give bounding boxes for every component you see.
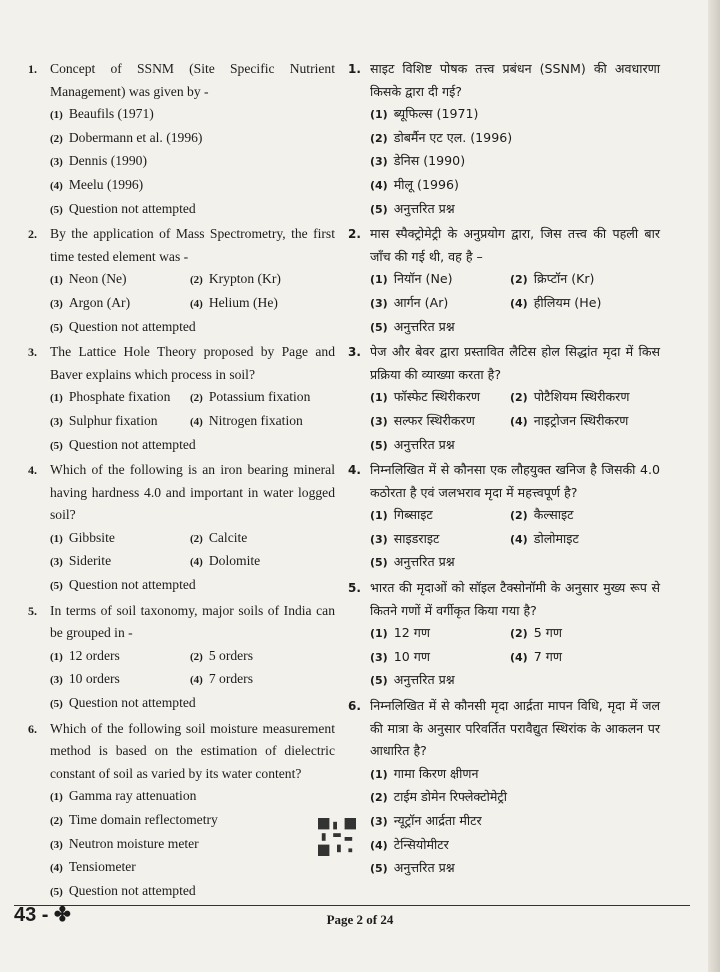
option-text: नाइट्रोजन स्थिरीकरण (533, 412, 629, 428)
option-number: (1) (50, 650, 63, 663)
option-number: (2) (190, 392, 203, 405)
option-2 (190, 645, 335, 669)
option-text: पोटैशियम स्थिरीकरण (533, 389, 630, 405)
option-4 (510, 646, 660, 670)
option-text: साइडराइट (393, 530, 440, 546)
option-number: (2) (510, 273, 528, 287)
options-grid (370, 268, 660, 315)
option-text: टाईम डोमेन रिफ्लेक्टोमेट्री (393, 789, 508, 805)
question-text: By the application of Mass Spectrometry, the first time tested element was - (50, 226, 335, 264)
footer-rule (14, 905, 690, 906)
option-number: (3) (370, 650, 388, 664)
option-text: Sulphur fixation (68, 412, 158, 428)
option-text: 10 गण (393, 648, 430, 664)
option-number: (1) (50, 532, 63, 545)
option-2 (510, 386, 660, 410)
question-4 (28, 459, 335, 598)
option-number: (5) (370, 320, 388, 334)
option-text: अनुत्तरित प्रश्न (393, 554, 455, 570)
option-text: अनुत्तरित प्रश्न (393, 860, 455, 876)
option-text: डोलोमाइट (533, 530, 579, 546)
booklet-code: 43 - ✤ (14, 904, 71, 926)
option-text: हीलियम (He) (533, 294, 602, 310)
option-1 (370, 622, 510, 646)
option-3 (50, 550, 190, 574)
option-number: (4) (510, 414, 528, 428)
option-3 (50, 410, 190, 434)
option-5 (50, 692, 335, 716)
option-text: Beaufils (1971) (68, 106, 154, 122)
option-2 (370, 127, 660, 151)
option-number: (1) (370, 391, 388, 405)
option-4 (190, 292, 335, 316)
option-5 (370, 434, 660, 458)
option-number: (4) (510, 532, 528, 546)
option-number: (2) (190, 650, 203, 663)
option-text: अनुत्तरित प्रश्न (393, 672, 455, 688)
option-text: Tensiometer (68, 859, 136, 875)
option-text: मीलू (1996) (393, 176, 459, 192)
option-text: Krypton (Kr) (208, 271, 281, 287)
option-5 (370, 316, 660, 340)
option-number: (3) (50, 415, 63, 428)
option-number: (5) (370, 556, 388, 570)
question-text: Concept of SSNM (Site Specific Nutrient Management) was given by - (50, 61, 335, 99)
option-1 (50, 785, 335, 809)
option-number: (3) (370, 414, 388, 428)
question-number: 4. (28, 463, 37, 478)
option-1 (50, 268, 190, 292)
option-text: 10 orders (68, 671, 120, 687)
option-text: Dobermann et al. (1996) (68, 129, 203, 145)
option-text: Question not attempted (68, 695, 196, 711)
option-3 (370, 292, 510, 316)
question-number: 4. (348, 463, 361, 478)
option-number: (5) (370, 202, 388, 216)
option-text: Phosphate fixation (68, 389, 171, 405)
question-text: पेज और बेवर द्वारा प्रस्तावित लैटिस होल सिद्धांत मृदा में किस प्रक्रिया की व्याख्या करता है? (370, 344, 660, 382)
question-text: In terms of soil taxonomy, major soils of India can be grouped in - (50, 602, 335, 641)
option-3 (50, 150, 335, 174)
option-text: कैल्साइट (533, 507, 574, 523)
option-number: (2) (50, 132, 63, 145)
option-1 (370, 103, 660, 127)
option-number: (5) (50, 580, 63, 593)
option-text: 12 orders (68, 647, 120, 663)
option-2 (50, 809, 335, 833)
option-3 (370, 646, 510, 670)
option-number: (2) (510, 391, 528, 405)
option-number: (2) (370, 131, 388, 145)
question-3 (28, 341, 335, 457)
option-text: Calcite (208, 529, 248, 545)
option-text: आर्गन (Ar) (393, 294, 449, 310)
option-number: (5) (50, 698, 63, 711)
option-text: गिब्साइट (393, 507, 433, 523)
question-6 (348, 695, 660, 881)
option-text: Helium (He) (208, 294, 278, 310)
option-number: (4) (190, 415, 203, 428)
option-number: (5) (50, 439, 63, 452)
question-number: 3. (28, 345, 37, 360)
option-number: (4) (190, 556, 203, 569)
question-number: 2. (28, 227, 37, 242)
option-3 (50, 668, 190, 692)
option-number: (4) (370, 178, 388, 192)
option-5 (370, 551, 660, 575)
option-number: (1) (50, 392, 63, 405)
option-number: (3) (50, 556, 63, 569)
option-number: (1) (50, 791, 63, 804)
option-3 (370, 528, 510, 552)
options-grid (370, 504, 660, 551)
question-6 (28, 718, 335, 904)
option-text: Time domain reflectometry (68, 812, 218, 827)
option-number: (4) (510, 650, 528, 664)
question-text: निम्नलिखित में से कौनसा एक लौहयुक्त खनिज है जिसकी 4.0 कठोरता है एवं जलभराव मृदा में महत्त्वपूर्ण है? (370, 462, 660, 500)
option-text: Potassium fixation (208, 389, 311, 405)
option-5 (50, 198, 335, 222)
option-1 (370, 763, 660, 787)
question-4 (348, 459, 660, 575)
question-number: 1. (348, 62, 361, 76)
hindi-column (348, 58, 660, 883)
question-text: मास स्पैक्ट्रोमेट्री के अनुप्रयोग द्वारा, जिस तत्त्व की पहली बार जाँच की गई थी, वह है – (370, 226, 660, 264)
option-4 (190, 410, 335, 434)
option-text: 5 orders (208, 647, 253, 663)
option-1 (50, 386, 190, 410)
option-text: Gamma ray attenuation (68, 788, 197, 804)
option-text: अनुत्तरित प्रश्न (393, 200, 455, 216)
option-5 (50, 574, 335, 598)
question-number: 3. (348, 345, 361, 360)
option-text: डोबर्मैन एट एल. (1996) (393, 129, 513, 145)
option-1 (370, 504, 510, 528)
option-text: Neon (Ne) (68, 271, 127, 287)
page-number: Page 2 of 24 (326, 912, 394, 927)
options-grid (370, 622, 660, 669)
question-2 (28, 223, 335, 339)
option-text: टेन्सियोमीटर (393, 836, 449, 852)
option-number: (4) (50, 862, 63, 875)
option-2 (510, 504, 660, 528)
option-text: ब्यूफिल्स (1971) (393, 106, 479, 122)
option-text: अनुत्तरित प्रश्न (393, 318, 455, 334)
option-1 (50, 103, 335, 127)
option-text: गामा किरण क्षीणन (393, 765, 479, 781)
option-text: अनुत्तरित प्रश्न (393, 436, 455, 452)
option-number: (4) (190, 297, 203, 310)
option-text: 7 orders (208, 671, 253, 687)
qr-code-icon (318, 818, 356, 856)
option-text: 7 गण (533, 648, 562, 664)
option-number: (4) (50, 179, 63, 192)
option-number: (1) (370, 108, 388, 122)
options-grid (50, 527, 335, 574)
option-number: (1) (50, 274, 63, 287)
option-number: (5) (50, 203, 63, 216)
option-text: Siderite (68, 553, 112, 569)
option-4 (50, 856, 335, 880)
option-5 (370, 198, 660, 222)
option-3 (50, 833, 335, 857)
option-number: (1) (370, 273, 388, 287)
option-text: डेनिस (1990) (393, 153, 466, 169)
options-grid (50, 645, 335, 692)
option-text: नियॉन (Ne) (393, 271, 453, 287)
option-1 (50, 645, 190, 669)
option-number: (2) (190, 274, 203, 287)
option-text: Gibbsite (68, 529, 115, 545)
option-number: (4) (510, 296, 528, 310)
option-text: फॉस्फेट स्थिरीकरण (393, 389, 480, 405)
question-text: Which of the following soil moisture measurement method is based on the estimation of dielectric constant of soil as varied by its water content? (50, 720, 335, 781)
option-3 (370, 150, 660, 174)
option-text: 12 गण (393, 625, 430, 641)
question-number: 6. (28, 721, 37, 736)
option-3 (370, 410, 510, 434)
option-text: Dennis (1990) (68, 153, 147, 169)
option-5 (50, 434, 335, 458)
option-5 (50, 316, 335, 340)
option-text: सल्फर स्थिरीकरण (393, 412, 475, 428)
option-text: Question not attempted (68, 200, 196, 216)
option-number: (3) (50, 156, 63, 169)
option-number: (3) (370, 532, 388, 546)
option-3 (50, 292, 190, 316)
option-number: (5) (50, 885, 63, 898)
option-4 (370, 174, 660, 198)
english-column (28, 58, 335, 905)
option-text: 5 गण (533, 625, 562, 641)
option-1 (370, 386, 510, 410)
option-number: (5) (50, 321, 63, 334)
option-number: (4) (190, 674, 203, 687)
question-text: निम्नलिखित में से कौनसी मृदा आर्द्रता मापन विधि, मृदा में जल की मात्रा के अनुसार परिवर्तित परावैद्युत स्थिरांक के आकलन पर आधारित है? (370, 698, 660, 759)
option-2 (190, 527, 335, 551)
option-text: Argon (Ar) (68, 294, 131, 310)
option-4 (50, 174, 335, 198)
option-2 (190, 386, 335, 410)
option-text: न्यूट्रॉन आर्द्रता मीटर (393, 813, 482, 828)
option-number: (5) (370, 674, 388, 688)
option-number: (2) (50, 815, 63, 827)
option-number: (3) (50, 838, 63, 851)
option-text: Neutron moisture meter (68, 835, 199, 851)
option-number: (4) (370, 838, 388, 852)
option-number: (3) (370, 155, 388, 169)
option-number: (1) (370, 509, 388, 523)
option-5 (370, 669, 660, 693)
option-number: (2) (190, 532, 203, 545)
option-text: Question not attempted (68, 882, 196, 898)
option-number: (2) (510, 509, 528, 523)
question-1 (28, 58, 335, 221)
option-2 (50, 127, 335, 151)
options-grid (50, 268, 335, 315)
option-number: (1) (370, 767, 388, 781)
question-3 (348, 341, 660, 457)
option-number: (3) (370, 815, 388, 828)
question-5 (348, 577, 660, 693)
option-number: (2) (370, 791, 388, 805)
question-number: 1. (28, 62, 37, 76)
question-number: 6. (348, 699, 361, 714)
option-text: Question not attempted (68, 577, 196, 593)
question-number: 5. (348, 581, 361, 596)
option-number: (5) (370, 438, 388, 452)
option-text: Question not attempted (68, 318, 196, 334)
option-number: (3) (50, 297, 63, 310)
question-number: 2. (348, 227, 361, 242)
question-text: साइट विशिष्ट पोषक तत्त्व प्रबंधन (SSNM) की अवधारणा किसके द्वारा दी गई? (370, 61, 660, 99)
option-2 (190, 268, 335, 292)
option-2 (370, 786, 660, 810)
question-1 (348, 58, 660, 221)
option-text: Meelu (1996) (68, 176, 144, 192)
question-text: Which of the following is an iron bearing mineral having hardness 4.0 and important in water logged soil? (50, 462, 335, 523)
question-5 (28, 600, 335, 716)
option-4 (190, 668, 335, 692)
option-number: (1) (50, 109, 63, 122)
option-number: (3) (370, 296, 388, 310)
option-number: (1) (370, 627, 388, 641)
question-number: 5. (28, 603, 37, 618)
option-text: Nitrogen fixation (208, 412, 303, 428)
option-number: (3) (50, 674, 63, 687)
option-5 (370, 857, 660, 881)
option-number: (2) (510, 627, 528, 641)
option-4 (510, 292, 660, 316)
option-number: (5) (370, 862, 388, 876)
option-1 (370, 268, 510, 292)
options-grid (50, 386, 335, 433)
option-5 (50, 880, 335, 904)
option-2 (510, 268, 660, 292)
option-text: Question not attempted (68, 436, 196, 452)
option-2 (510, 622, 660, 646)
option-4 (190, 550, 335, 574)
option-text: Dolomite (208, 553, 261, 569)
question-text: The Lattice Hole Theory proposed by Page and Baver explains which process in soil? (50, 344, 335, 382)
option-1 (50, 527, 190, 551)
question-text: भारत की मृदाओं को सॉइल टैक्सोनॉमी के अनुसार मुख्य रूप से कितने गणों में वर्गीकृत किया गया है? (370, 580, 660, 618)
option-3 (370, 810, 660, 834)
question-2 (348, 223, 660, 339)
option-4 (510, 410, 660, 434)
option-4 (370, 834, 660, 858)
page-edge-shadow (708, 0, 720, 972)
options-grid (370, 386, 660, 433)
option-text: क्रिप्टॉन (Kr) (533, 271, 595, 287)
option-4 (510, 528, 660, 552)
